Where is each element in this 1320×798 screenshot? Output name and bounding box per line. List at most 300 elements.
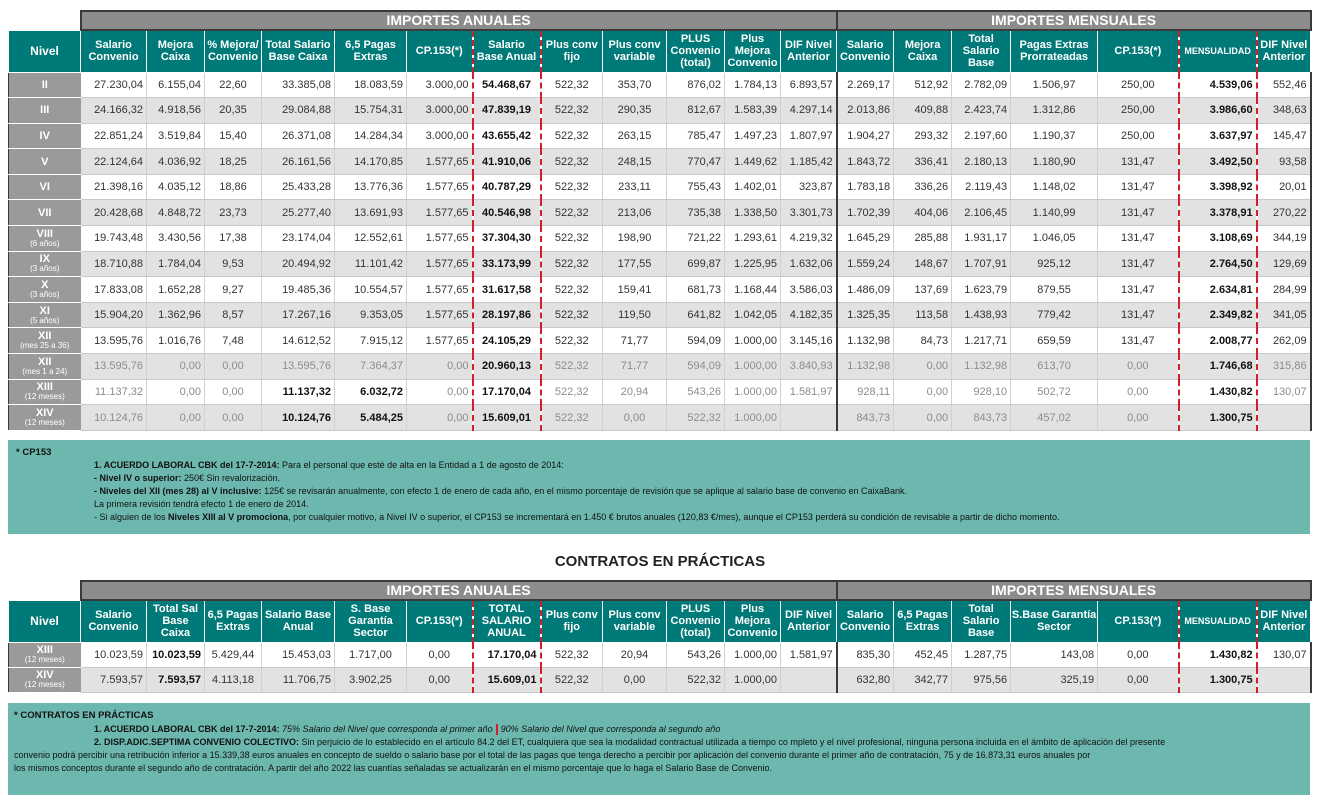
column-header: MENSUALIDAD [1179, 600, 1257, 642]
table-cell: 1.577,65 [407, 302, 473, 328]
table-cell: 9,53 [205, 251, 262, 277]
table-cell: 3.145,16 [781, 328, 837, 354]
table-cell: 1.148,02 [1011, 174, 1098, 200]
table-cell: 20,35 [205, 98, 262, 124]
table-cell: 336,26 [894, 174, 952, 200]
table-cell: 336,41 [894, 149, 952, 175]
column-header: Plus conv variable [603, 600, 667, 642]
salary-table-practicas [8, 580, 1312, 693]
divider-bar [496, 724, 498, 735]
table-cell: 3.840,93 [781, 354, 837, 380]
table-cell: 177,55 [603, 251, 667, 277]
column-header: 6,5 Pagas Extras [894, 600, 952, 642]
table-cell: 409,88 [894, 98, 952, 124]
prac-group-header-anual: IMPORTES ANUALES [81, 581, 837, 600]
table-cell: 18.710,88 [81, 251, 147, 277]
prac-group-header-mensual: IMPORTES MENSUALES [837, 581, 1311, 600]
table-cell: 14.170,85 [335, 149, 407, 175]
table-cell: 1.784,04 [147, 251, 205, 277]
practicas-note-line-1: 1. ACUERDO LABORAL CBK del 17-7-2014: 75% Salario del Nivel que corresponda al primer año 90% Salario del Nivel que corresponda al segundo año [94, 724, 721, 734]
nivel-cell [9, 72, 81, 98]
table-cell: 404,06 [894, 200, 952, 226]
table-cell: 41.910,06 [473, 149, 541, 175]
table-cell: 522,32 [541, 72, 603, 98]
table-cell: 26.161,56 [262, 149, 335, 175]
column-header: Nivel [9, 30, 81, 72]
table-cell: 4.035,12 [147, 174, 205, 200]
practicas-note [8, 703, 1310, 795]
table-cell: 9.353,05 [335, 302, 407, 328]
table-cell: 3.986,60 [1179, 98, 1257, 124]
column-header: Plus conv variable [603, 30, 667, 72]
table-cell: 1.180,90 [1011, 149, 1098, 175]
table-cell: 130,07 [1257, 642, 1311, 667]
table-cell: 20,94 [603, 642, 667, 667]
table-cell: 522,32 [667, 667, 725, 692]
table-cell: 522,32 [541, 379, 603, 405]
column-header: Plus Mejora Convenio [725, 30, 781, 72]
column-header: CP.153(*) [407, 30, 473, 72]
nivel-cell [9, 354, 81, 380]
table-cell: 1.577,65 [407, 328, 473, 354]
table-cell: 1.168,44 [725, 277, 781, 303]
cp153-note-tag: * CP153 [16, 447, 52, 458]
table-cell: 785,47 [667, 123, 725, 149]
nivel-label: VIII [36, 227, 53, 240]
table-row [9, 251, 1311, 277]
table-cell: 0,00 [894, 379, 952, 405]
table-cell: 522,32 [667, 405, 725, 431]
table-cell: 15.453,03 [262, 642, 335, 667]
table-cell: 344,19 [1257, 226, 1311, 252]
table-cell: 13.595,76 [81, 354, 147, 380]
table-cell: 137,69 [894, 277, 952, 303]
nivel-sublabel: (3 años) [30, 264, 60, 274]
nivel-sublabel: (12 meses) [24, 392, 65, 402]
table-cell: 13.595,76 [262, 354, 335, 380]
table-cell: 33.385,08 [262, 72, 335, 98]
column-header: 6,5 Pagas Extras [205, 600, 262, 642]
table-cell: 129,69 [1257, 251, 1311, 277]
table-cell: 2.269,17 [837, 72, 894, 98]
table-cell: 198,90 [603, 226, 667, 252]
nivel-sublabel: (3 años) [30, 290, 60, 300]
table-cell: 928,10 [952, 379, 1011, 405]
table-cell: 5.484,25 [335, 405, 407, 431]
table-cell: 10.124,76 [262, 405, 335, 431]
table-cell [1257, 405, 1311, 431]
table-cell: 15.609,01 [473, 667, 541, 692]
table-cell: 2.764,50 [1179, 251, 1257, 277]
nivel-sublabel: (6 años) [30, 238, 60, 248]
table-cell: 4.113,18 [205, 667, 262, 692]
table-cell: 1.287,75 [952, 642, 1011, 667]
table-cell: 1.577,65 [407, 226, 473, 252]
table-cell: 40.787,29 [473, 174, 541, 200]
table-cell: 7.593,57 [81, 667, 147, 692]
column-header: Total Salario Base Caixa [262, 30, 335, 72]
nivel-cell [9, 98, 81, 124]
table-row [9, 174, 1311, 200]
table-cell: 20.428,68 [81, 200, 147, 226]
table-cell: 290,35 [603, 98, 667, 124]
table-cell: 348,63 [1257, 98, 1311, 124]
table-cell: 31.617,58 [473, 277, 541, 303]
table-cell: 15.609,01 [473, 405, 541, 431]
table-cell: 315,86 [1257, 354, 1311, 380]
table-cell: 131,47 [1098, 328, 1179, 354]
cp153-note-line: La primera revisión tendrá efecto 1 de enero de 2014. [94, 499, 309, 509]
section-title: CONTRATOS EN PRÁCTICAS [554, 553, 766, 570]
table-cell: 1.632,06 [781, 251, 837, 277]
table-cell: 20,01 [1257, 174, 1311, 200]
table-cell: 0,00 [1098, 405, 1179, 431]
table-cell: 270,22 [1257, 200, 1311, 226]
table-cell: 14.612,52 [262, 328, 335, 354]
table-cell: 3.492,50 [1179, 149, 1257, 175]
table-cell: 1.707,91 [952, 251, 1011, 277]
table-cell: 13.595,76 [81, 328, 147, 354]
table-cell: 145,47 [1257, 123, 1311, 149]
column-header: Nivel [9, 600, 81, 642]
table-cell: 17.833,08 [81, 277, 147, 303]
nivel-label: V [41, 155, 49, 168]
table-cell: 2.349,82 [1179, 302, 1257, 328]
table-cell [781, 667, 837, 692]
table-cell [1257, 667, 1311, 692]
table-cell: 1.000,00 [725, 405, 781, 431]
table-cell: 0,00 [407, 667, 473, 692]
table-cell: 25.277,40 [262, 200, 335, 226]
nivel-label: XI [39, 304, 50, 317]
table-cell: 341,05 [1257, 302, 1311, 328]
column-header: MENSUALIDAD [1179, 30, 1257, 72]
table-cell: 1.325,35 [837, 302, 894, 328]
table-row [9, 354, 1311, 380]
table-cell: 522,32 [541, 667, 603, 692]
table-cell: 13.691,93 [335, 200, 407, 226]
column-header: Total Sal Base Caixa [147, 600, 205, 642]
column-header: Plus conv fijo [541, 30, 603, 72]
nivel-sublabel: (12 meses) [24, 680, 65, 689]
table-cell: 3.430,56 [147, 226, 205, 252]
table-cell: 0,00 [205, 405, 262, 431]
table-cell: 71,77 [603, 354, 667, 380]
table-cell: 22.124,64 [81, 149, 147, 175]
nivel-sublabel: (mes 25 a 36) [20, 341, 70, 351]
table-cell: 3.378,91 [1179, 200, 1257, 226]
table-cell: 522,32 [541, 251, 603, 277]
table-cell: 4.539,06 [1179, 72, 1257, 98]
table-cell: 512,92 [894, 72, 952, 98]
nivel-label: III [40, 104, 50, 117]
column-header: Salario Convenio [81, 600, 147, 642]
table-cell: 876,02 [667, 72, 725, 98]
table-cell: 1.904,27 [837, 123, 894, 149]
table-cell: 1.000,00 [725, 379, 781, 405]
table-cell: 19.743,48 [81, 226, 147, 252]
table-cell: 879,55 [1011, 277, 1098, 303]
table-cell: 284,99 [1257, 277, 1311, 303]
table-cell: 248,15 [603, 149, 667, 175]
nivel-label: X [41, 279, 49, 292]
table-row [9, 302, 1311, 328]
table-row [9, 123, 1311, 149]
table-row [9, 379, 1311, 405]
column-header: PLUS Convenio (total) [667, 600, 725, 642]
table-cell: 54.468,67 [473, 72, 541, 98]
table-cell: 0,00 [407, 354, 473, 380]
table-cell: 131,47 [1098, 174, 1179, 200]
nivel-label: XIII [36, 381, 53, 394]
table-cell: 755,43 [667, 174, 725, 200]
table-cell: 3.000,00 [407, 72, 473, 98]
table-cell: 1.000,00 [725, 642, 781, 667]
table-cell: 10.023,59 [147, 642, 205, 667]
table-cell: 522,32 [541, 200, 603, 226]
table-cell: 0,00 [1098, 642, 1179, 667]
table-cell: 1.042,05 [725, 302, 781, 328]
table-cell: 22,60 [205, 72, 262, 98]
column-header: Total Salario Base [952, 30, 1011, 72]
table-cell: 20,94 [603, 379, 667, 405]
table-cell: 15.904,20 [81, 302, 147, 328]
table-cell: 1.645,29 [837, 226, 894, 252]
nivel-cell [9, 642, 81, 667]
table-cell: 293,32 [894, 123, 952, 149]
table-cell: 10.554,57 [335, 277, 407, 303]
table-cell: 7.364,37 [335, 354, 407, 380]
column-header: Pagas Extras Prorrateadas [1011, 30, 1098, 72]
cp153-note-line: - Niveles del XII (mes 28) al V inclusive: 125€ se revisarán anualmente, con efecto 1 de enero de cada año, en el mismo porcentaje de revisión que se aplique al salario base de convenio en CaixaBank. [94, 486, 907, 496]
column-header: S.Base Garantía Sector [1011, 600, 1098, 642]
table-cell: 17.170,04 [473, 642, 541, 667]
table-cell: 2.197,60 [952, 123, 1011, 149]
table-cell: 21.398,16 [81, 174, 147, 200]
table-cell: 1.577,65 [407, 174, 473, 200]
table-cell: 3.586,03 [781, 277, 837, 303]
nivel-sublabel: (12 meses) [24, 418, 65, 428]
table-row [9, 277, 1311, 303]
column-header: Plus conv fijo [541, 600, 603, 642]
table-cell: 594,09 [667, 354, 725, 380]
table-cell: 353,70 [603, 72, 667, 98]
table-cell: 0,00 [894, 405, 952, 431]
table-cell: 1.132,98 [837, 354, 894, 380]
table-row [9, 226, 1311, 252]
column-header: Plus Mejora Convenio [725, 600, 781, 642]
table-cell: 28.197,86 [473, 302, 541, 328]
table-cell: 1.000,00 [725, 667, 781, 692]
table-cell: 0,00 [603, 667, 667, 692]
table-cell: 159,41 [603, 277, 667, 303]
table-cell: 131,47 [1098, 149, 1179, 175]
column-header: TOTAL SALARIO ANUAL [473, 600, 541, 642]
table-cell: 1.132,98 [952, 354, 1011, 380]
practicas-note-line-4: los mismos conceptos durante el segundo año de contratación. A partir del año 2022 las cuantías señaladas se actualizarán en el mismo porcentaje que lo haga el Salario Base de Convenio. [14, 763, 772, 773]
table-cell: 3.000,00 [407, 123, 473, 149]
table-cell: 3.902,25 [335, 667, 407, 692]
table-cell: 4.219,32 [781, 226, 837, 252]
table-cell: 522,32 [541, 642, 603, 667]
table-cell: 1.702,39 [837, 200, 894, 226]
table-cell: 1.190,37 [1011, 123, 1098, 149]
table-cell: 1.807,97 [781, 123, 837, 149]
table-cell: 263,15 [603, 123, 667, 149]
table-cell: 770,47 [667, 149, 725, 175]
table-cell: 93,58 [1257, 149, 1311, 175]
nivel-cell [9, 251, 81, 277]
table-cell: 0,00 [1098, 354, 1179, 380]
table-cell: 130,07 [1257, 379, 1311, 405]
table-cell: 522,32 [541, 98, 603, 124]
table-cell: 0,00 [1098, 667, 1179, 692]
table-cell: 1.293,61 [725, 226, 781, 252]
table-cell: 13.776,36 [335, 174, 407, 200]
table-cell: 721,22 [667, 226, 725, 252]
table-cell: 6.893,57 [781, 72, 837, 98]
column-header: Salario Base Anual [473, 30, 541, 72]
column-header: Mejora Caixa [894, 30, 952, 72]
table-cell: 3.637,97 [1179, 123, 1257, 149]
table-cell: 6.032,72 [335, 379, 407, 405]
table-cell: 659,59 [1011, 328, 1098, 354]
table-row [9, 328, 1311, 354]
table-cell: 7.915,12 [335, 328, 407, 354]
table-cell: 522,32 [541, 328, 603, 354]
table-cell: 250,00 [1098, 98, 1179, 124]
table-cell: 975,56 [952, 667, 1011, 692]
table-cell: 19.485,36 [262, 277, 335, 303]
table-cell: 12.552,61 [335, 226, 407, 252]
table-cell: 17.267,16 [262, 302, 335, 328]
table-cell: 779,42 [1011, 302, 1098, 328]
table-cell: 594,09 [667, 328, 725, 354]
table-cell: 0,00 [603, 405, 667, 431]
table-cell: 1.300,75 [1179, 667, 1257, 692]
table-cell: 4.918,56 [147, 98, 205, 124]
table-cell: 522,32 [541, 149, 603, 175]
column-header: Salario Convenio [81, 30, 147, 72]
table-cell: 15.754,31 [335, 98, 407, 124]
table-cell: 3.398,92 [1179, 174, 1257, 200]
table-cell: 131,47 [1098, 226, 1179, 252]
table-row [9, 642, 1311, 667]
column-header: DIF Nivel Anterior [1257, 30, 1311, 72]
table-cell: 24.105,29 [473, 328, 541, 354]
table-cell: 10.023,59 [81, 642, 147, 667]
nivel-cell [9, 123, 81, 149]
table-row [9, 667, 1311, 692]
table-cell: 522,32 [541, 302, 603, 328]
table-cell: 17.170,04 [473, 379, 541, 405]
table-cell: 1.581,97 [781, 642, 837, 667]
nivel-cell [9, 149, 81, 175]
nivel-sublabel: (12 meses) [24, 655, 65, 664]
table-cell: 522,32 [541, 226, 603, 252]
table-cell: 11.706,75 [262, 667, 335, 692]
column-header: Salario Convenio [837, 30, 894, 72]
table-cell: 928,11 [837, 379, 894, 405]
table-cell: 7.593,57 [147, 667, 205, 692]
table-cell: 25.433,28 [262, 174, 335, 200]
table-cell: 84,73 [894, 328, 952, 354]
table-cell: 15,40 [205, 123, 262, 149]
column-header: 6,5 Pagas Extras [335, 30, 407, 72]
table-cell: 11.137,32 [262, 379, 335, 405]
table-cell: 2.008,77 [1179, 328, 1257, 354]
table-cell: 925,12 [1011, 251, 1098, 277]
nivel-cell [9, 328, 81, 354]
group-header-mensual: IMPORTES MENSUALES [837, 11, 1311, 30]
table-cell: 1.362,96 [147, 302, 205, 328]
nivel-cell [9, 226, 81, 252]
table-cell: 457,02 [1011, 405, 1098, 431]
practicas-note-line-3: convenio podrá percibir una retribución inferior a 15.339,38 euros anuales en concepto de sueldo o salario base por el total de las pagas que tenga derecho a percibir por aplicación del convenio durante el primer año de contratación, 75 y de 16.873,31 euros anuales por [14, 750, 1091, 760]
table-cell: 522,32 [541, 277, 603, 303]
column-header: Mejora Caixa [147, 30, 205, 72]
table-cell: 43.655,42 [473, 123, 541, 149]
table-cell: 1.559,24 [837, 251, 894, 277]
table-cell: 1.449,62 [725, 149, 781, 175]
table-cell: 250,00 [1098, 72, 1179, 98]
nivel-label: XIV [35, 669, 54, 681]
table-cell: 2.634,81 [1179, 277, 1257, 303]
table-cell: 3.108,69 [1179, 226, 1257, 252]
table-cell: 1.843,72 [837, 149, 894, 175]
table-cell: 8,57 [205, 302, 262, 328]
table-cell: 0,00 [205, 379, 262, 405]
table-cell: 3.519,84 [147, 123, 205, 149]
table-cell: 1.583,39 [725, 98, 781, 124]
table-cell: 1.931,17 [952, 226, 1011, 252]
table-cell: 4.848,72 [147, 200, 205, 226]
nivel-label: XII [38, 330, 52, 343]
table-cell: 812,67 [667, 98, 725, 124]
table-cell: 131,47 [1098, 277, 1179, 303]
table-cell: 285,88 [894, 226, 952, 252]
cp153-note-line: - Nivel IV o superior: 250€ Sin revalorización. [94, 473, 281, 483]
practicas-note-line-2: 2. DISP.ADIC.SEPTIMA CONVENIO COLECTIVO: Sin perjuicio de lo establecido en el artículo 84.2 del ET, cualquiera que sea la modalidad contractual utilizada a tiempo co mpleto y el nivel profesional, ninguna persona incluida en el ámbito de aplicación del presente [94, 737, 1166, 747]
table-cell: 1.132,98 [837, 328, 894, 354]
salary-table-main [8, 10, 1312, 431]
table-cell: 1.000,00 [725, 354, 781, 380]
table-cell: 699,87 [667, 251, 725, 277]
table-cell [781, 405, 837, 431]
table-cell: 22.851,24 [81, 123, 147, 149]
table-cell: 27.230,04 [81, 72, 147, 98]
nivel-sublabel: (mes 1 a 24) [22, 366, 68, 376]
table-cell: 29.084,88 [262, 98, 335, 124]
table-cell: 1.652,28 [147, 277, 205, 303]
column-header: CP.153(*) [1098, 600, 1179, 642]
table-cell: 0,00 [407, 642, 473, 667]
column-header: PLUS Convenio (total) [667, 30, 725, 72]
table-cell: 4.297,14 [781, 98, 837, 124]
table-cell: 1.338,50 [725, 200, 781, 226]
table-cell: 1.016,76 [147, 328, 205, 354]
table-cell: 2.782,09 [952, 72, 1011, 98]
table-cell: 24.166,32 [81, 98, 147, 124]
nivel-label: II [41, 78, 48, 91]
cp153-note-line: - Si alguien de los Niveles XIII al V promociona, por cualquier motivo, a Nivel IV o superior, el CP153 se incrementará en 1.450 € brutos anuales (120,83 €/mes), aunque el CP153 perderá su condición de revisable a partir de dicho momento. [94, 512, 1060, 522]
table-cell: 552,46 [1257, 72, 1311, 98]
table-cell: 1.577,65 [407, 277, 473, 303]
table-cell: 1.497,23 [725, 123, 781, 149]
column-header: CP.153(*) [407, 600, 473, 642]
table-cell: 18.083,59 [335, 72, 407, 98]
table-cell: 2.013,86 [837, 98, 894, 124]
